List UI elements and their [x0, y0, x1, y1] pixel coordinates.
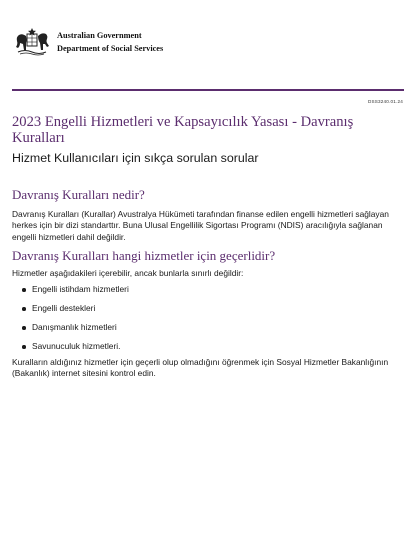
services-list	[18, 284, 129, 360]
list-item-text: Danışmanlık hizmetleri	[32, 322, 117, 332]
section-intro-applies-to: Hizmetler aşağıdakileri içerebilir, ancak bunlarla sınırlı değildir:	[12, 268, 244, 278]
bullet-icon	[22, 345, 26, 349]
bullet-icon	[22, 288, 26, 292]
document-reference: DSS3240.01.24	[367, 99, 403, 104]
government-text	[57, 30, 163, 54]
bullet-icon	[22, 326, 26, 330]
section-heading-applies-to: Davranış Kuralları hangi hizmetler için geçerlidir?	[12, 248, 276, 263]
list-item	[18, 322, 129, 341]
government-header	[12, 26, 212, 60]
section-paragraph-what-is: Davranış Kuralları (Kurallar) Avustralya Hükümeti tarafından finanse edilen engelli hizmetleri sağlayan herkes için bir dizi standarttır. Buna Ulusal Engellilik Sigortası Programı (NDIS) aracılığıyla sağlanan engelli hizmetleri dahil değildir.	[12, 209, 389, 242]
department-name: Department of Social Services	[57, 44, 164, 53]
bullet-icon	[22, 307, 26, 311]
list-item-text: Savunuculuk hizmetleri.	[32, 341, 121, 351]
list-item	[18, 284, 129, 303]
government-name: Australian Government	[57, 31, 142, 40]
list-item-text: Engelli istihdam hizmetleri	[32, 284, 129, 294]
page-title: 2023 Engelli Hizmetleri ve Kapsayıcılık Yasası - Davranış Kuralları	[12, 114, 354, 146]
section-heading-what-is: Davranış Kuralları nedir?	[12, 187, 145, 202]
header-divider	[12, 89, 404, 91]
page-subtitle: Hizmet Kullanıcıları için sıkça sorulan sorular	[12, 151, 259, 165]
section-closing-applies-to: Kuralların aldığınız hizmetler için geçerli olup olmadığını öğrenmek için Sosyal Hizmetler Bakanlığının (Bakanlık) internet sitesini kontrol edin.	[12, 357, 389, 379]
australian-coat-of-arms-icon	[12, 26, 52, 58]
list-item	[18, 303, 129, 322]
list-item-text: Engelli destekleri	[32, 303, 96, 313]
